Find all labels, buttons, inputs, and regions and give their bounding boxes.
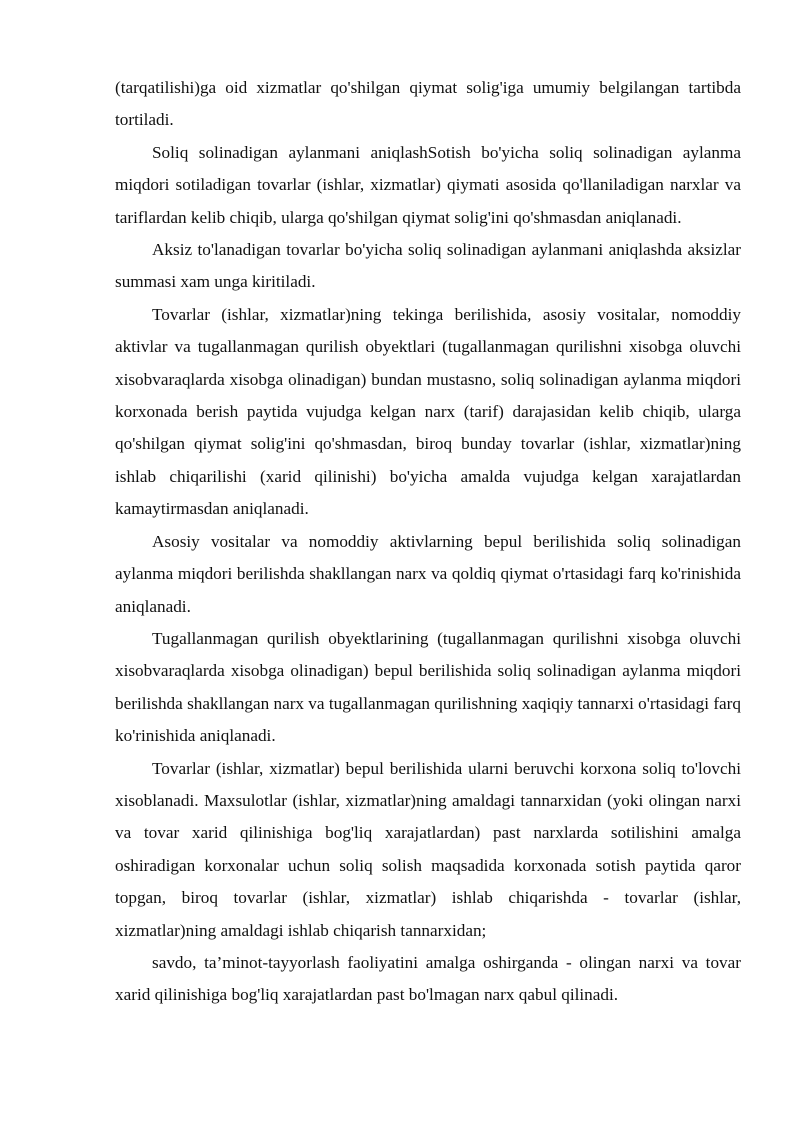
paragraph-trade-supply: savdo, ta’minot-tayyorlash faoliyatini amalga oshirganda - olingan narxi va tovar xarid qilinishiga bog'liq xarajatlardan past bo'lmagan narx qabul qilinadi. — [115, 952, 741, 1005]
paragraph-continuation: (tarqatilishi)ga oid xizmatlar qo'shilgan qiymat solig'iga umumiy belgilangan tartibda tortiladi. — [115, 78, 741, 130]
paragraph-taxable-turnover: Soliq solinadigan aylanmani aniqlashSotish bo'yicha soliq solinadigan aylanma miqdori sotiladigan tovarlar (ishlar, xizmatlar) qiymati asosida qo'llaniladigan narxlar va tariflardan kelib chiqib, ularga qo'shilgan qiymat solig'ini qo'shmasdan aniqlanadi. — [115, 142, 741, 227]
paragraph-excise-goods: Aksiz to'lanadigan tovarlar bo'yicha soliq solinadigan aylanmani aniqlashda aksizlar summasi xam unga kiritiladi. — [115, 240, 741, 292]
document-page — [115, 72, 741, 1012]
paragraph-unfinished-construction: Tugallanmagan qurilish obyektlarining (tugallanmagan qurilishni xisobga oluvchi xisobvaraqlarda xisobga olinadigan) bepul berilishida soliq solinadigan aylanma miqdori berilishda shakllangan narx va tugallanmagan qurilishning xaqiqiy tannarxi o'rtasidagi farq ko'rinishida aniqlanadi. — [115, 628, 741, 746]
paragraph-free-transfer: Tovarlar (ishlar, xizmatlar)ning tekinga berilishida, asosiy vositalar, nomoddiy aktivlar va tugallanmagan qurilish obyektlari (tugallanmagan qurilishni xisobga oluvchi xisobvaraqlarda xisobga olinadigan) bundan mustasno, soliq solinadigan aylanma miqdori korxonada berish paytida vujudga kelgan narx (tarif) darajasidan kelib chiqib, ularga qo'shilgan qiymat solig'ini qo'shmasdan, biroq bunday tovarlar (ishlar, xizmatlar)ning ishlab chiqarilishi (xarid qilinishi) bo'yicha amalda vujudga kelgan xarajatlardan kamaytirmasdan aniqlanadi. — [115, 304, 741, 519]
paragraph-fixed-assets: Asosiy vositalar va nomoddiy aktivlarning bepul berilishida soliq solinadigan aylanma miqdori berilishda shakllangan narx va qoldiq qiymat o'rtasidagi farq ko'rinishida aniqlanadi. — [115, 531, 741, 616]
paragraph-taxpayer: Tovarlar (ishlar, xizmatlar) bepul berilishida ularni beruvchi korxona soliq to'lovchi xisoblanadi. Maxsulotlar (ishlar, xizmatlar)ning amaldagi tannarxidan (yoki olingan narxi va tovar xarid qilinishiga bog'liq xarajatlardan) past narxlarda sotilishini amalga oshiradigan korxonalar uchun soliq solish maqsadida korxonada sotish paytida qaror topgan, biroq tovarlar (ishlar, xizmatlar) ishlab chiqarishda - tovarlar (ishlar, xizmatlar)ning amaldagi ishlab chiqarish tannarxidan; — [115, 758, 741, 940]
